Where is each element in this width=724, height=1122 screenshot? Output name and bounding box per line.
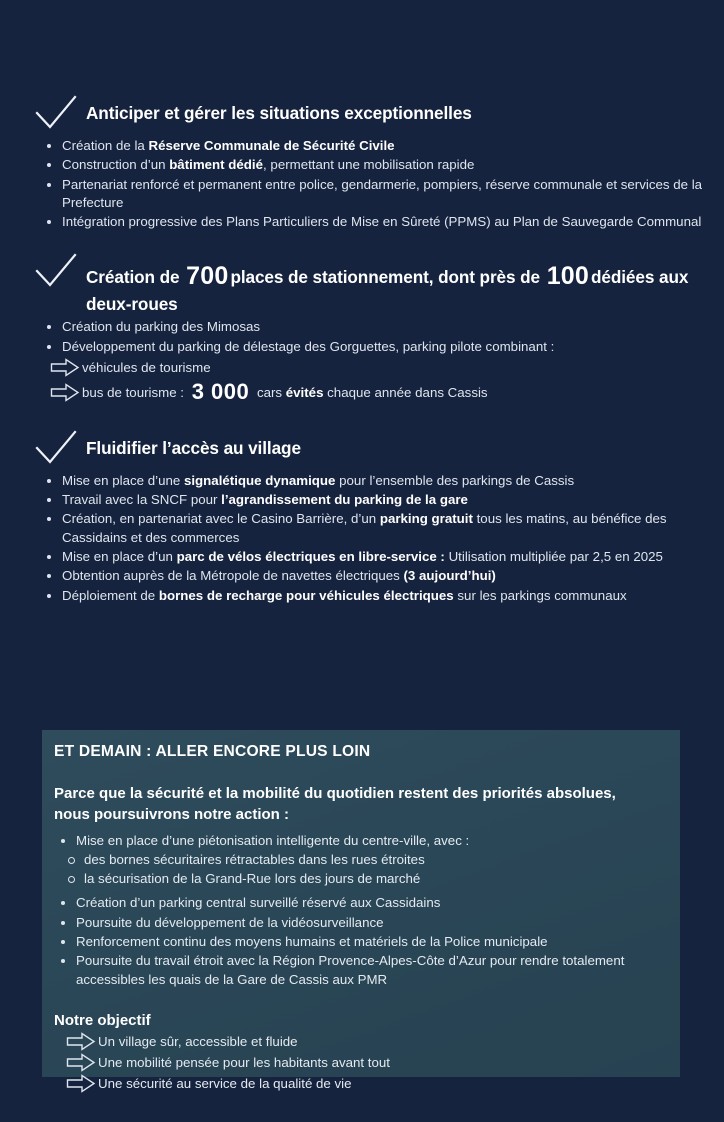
list-item: Mise en place d’une signalétique dynamique pour l’ensemble des parkings de Cassis [34, 472, 712, 490]
block-arrow-icon [50, 358, 80, 377]
section-anticiper [0, 98, 724, 232]
arrow-list [34, 357, 724, 407]
list-item: Développement du parking de délestage des Gorguettes, parking pilote combinant : [34, 338, 712, 356]
block-arrow-icon [66, 1053, 96, 1072]
list-item: des bornes sécuritaires rétractables dans les rues étroites [54, 851, 680, 870]
list-item: Travail avec la SNCF pour l’agrandissement du parking de la gare [34, 491, 712, 509]
panel-bullet-list-secondary [42, 894, 680, 989]
section-header [34, 256, 724, 316]
panel-lead-text: Parce que la sécurité et la mobilité du quotidien restent des priorités absolues, nous poursuivrons notre action : [54, 785, 616, 824]
arrow-item [66, 1031, 680, 1052]
list-item: Mise en place d’une piétonisation intelligente du centre-ville, avec : [54, 832, 680, 850]
arrow-item [66, 1073, 680, 1094]
section-title: Création de 700 places de stationnement, dont près de 100 dédiées aux deux-roues [86, 261, 689, 314]
arrow-item-label: Une mobilité pensée pour les habitants avant tout [98, 1054, 390, 1070]
arrow-item [50, 357, 724, 378]
list-item: Mise en place d’un parc de vélos électriques en libre-service : Utilisation multipliée par 2,5 en 2025 [34, 548, 712, 566]
checkmark-icon [34, 252, 78, 292]
section-header [34, 433, 724, 469]
section-title: Anticiper et gérer les situations exceptionnelles [86, 103, 472, 123]
list-item: Création de la Réserve Communale de Sécurité Civile [34, 137, 712, 155]
list-item: la sécurisation de la Grand-Rue lors des jours de marché [54, 870, 680, 889]
checkmark-icon [34, 94, 78, 134]
panel-bullet-list-primary [42, 832, 680, 850]
list-item: Renforcement continu des moyens humains et matériels de la Police municipale [54, 933, 680, 951]
panel-sub-bullet-list [42, 851, 680, 888]
bullet-list [34, 137, 724, 232]
list-item: Déploiement de bornes de recharge pour véhicules électriques sur les parkings communaux [34, 587, 712, 605]
panel-objective-arrows [42, 1031, 680, 1094]
block-arrow-icon [50, 383, 80, 402]
arrow-item [50, 378, 724, 407]
arrow-item-label: bus de tourisme : 3 000 cars évités chaque année dans Cassis [82, 379, 488, 405]
arrow-item-label: véhicules de tourisme [82, 359, 211, 375]
panel-heading: ET DEMAIN : ALLER ENCORE PLUS LOIN [54, 743, 371, 760]
list-item: Création du parking des Mimosas [34, 318, 712, 336]
list-item: Partenariat renforcé et permanent entre police, gendarmerie, pompiers, réserve communale et services de la Prefecture [34, 176, 712, 213]
list-item: Création d’un parking central surveillé réservé aux Cassidains [54, 894, 680, 912]
checkmark-icon [34, 429, 78, 469]
arrow-item [66, 1052, 680, 1073]
section-stationnement [0, 256, 724, 407]
arrow-item-label: Un village sûr, accessible et fluide [98, 1033, 298, 1049]
arrow-item-label: Une sécurité au service de la qualité de vie [98, 1075, 352, 1091]
bullet-list [34, 472, 724, 605]
list-item: Création, en partenariat avec le Casino Barrière, d’un parking gratuit tous les matins, au bénéfice des Cassidains et des commerces [34, 510, 712, 547]
bullet-list [34, 318, 724, 356]
list-item: Poursuite du développement de la vidéosurveillance [54, 914, 680, 932]
section-fluidifier [0, 433, 724, 605]
list-item: Intégration progressive des Plans Particuliers de Mise en Sûreté (PPMS) au Plan de Sauvegarde Communal [34, 213, 712, 231]
block-arrow-icon [66, 1074, 96, 1093]
list-item: Construction d’un bâtiment dédié, permettant une mobilisation rapide [34, 156, 712, 174]
block-arrow-icon [66, 1032, 96, 1051]
et-demain-panel [42, 730, 680, 1091]
section-header [34, 98, 724, 134]
panel-objective-title: Notre objectif [54, 1011, 151, 1029]
section-title: Fluidifier l’accès au village [86, 437, 301, 458]
list-item: Obtention auprès de la Métropole de navettes électriques (3 aujourd’hui) [34, 567, 712, 585]
document-page [0, 98, 724, 1122]
list-item: Poursuite du travail étroit avec la Région Provence-Alpes-Côte d’Azur pour rendre totalement accessibles les quais de la Gare de Cassis aux PMR [54, 952, 680, 989]
